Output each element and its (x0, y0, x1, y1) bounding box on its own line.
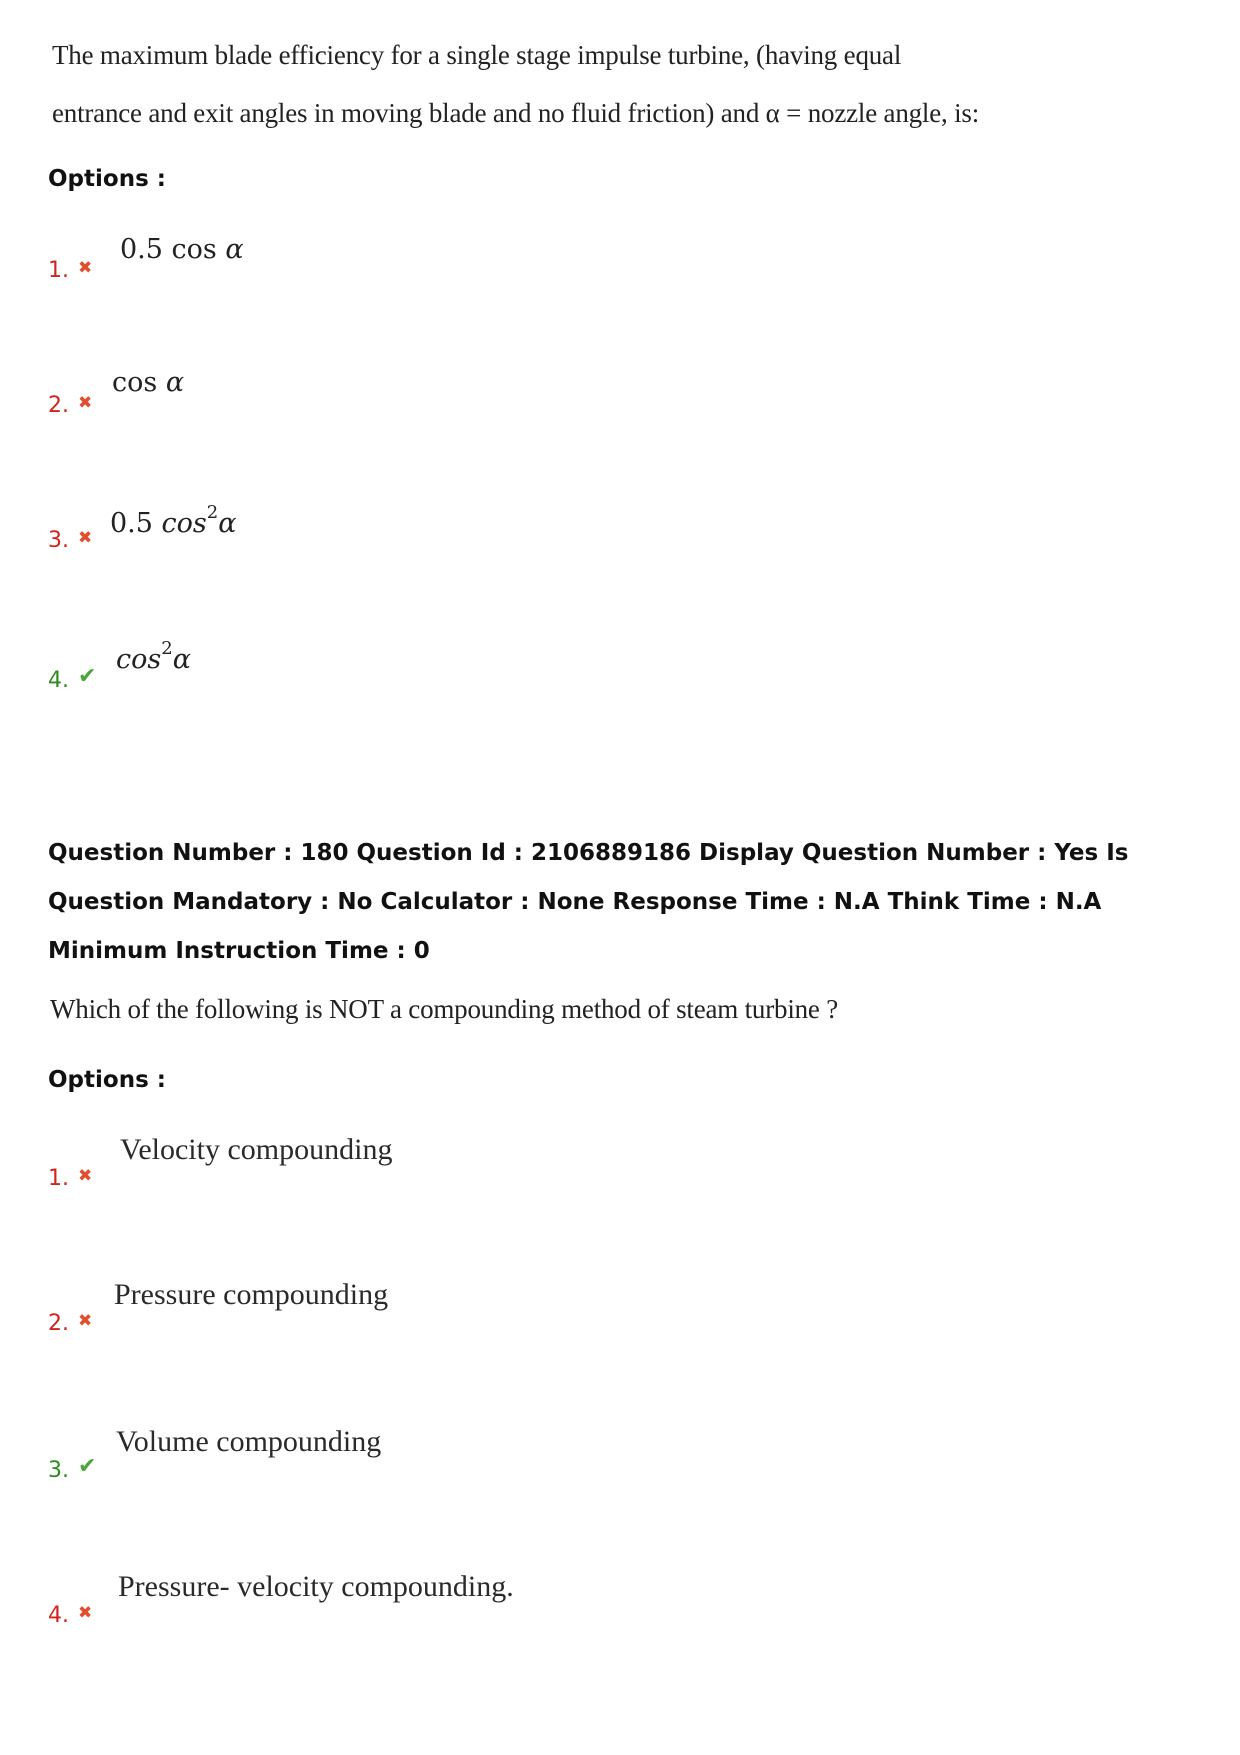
options-label: Options : (48, 1067, 166, 1093)
option-text: Velocity compounding (120, 1133, 393, 1166)
option-number: 1. (48, 258, 69, 283)
option-number: 3. (48, 528, 69, 553)
option-number: 4. (48, 1603, 69, 1628)
option-formula: 0.5 $\cos^2\alpha$ (110, 502, 237, 539)
wrong-icon: ✖ (78, 393, 93, 413)
option-text: Pressure compounding (114, 1278, 389, 1311)
option-text: Pressure- velocity compounding. (118, 1570, 514, 1603)
option-formula: $\cos^2\alpha$ (116, 638, 191, 675)
check-icon: ✔ (78, 664, 97, 689)
wrong-icon: ✖ (78, 1603, 93, 1623)
option-number: 2. (48, 1311, 69, 1336)
wrong-icon: ✖ (78, 1311, 93, 1331)
question-text-line1: The maximum blade efficiency for a single stage impulse turbine, (having equal (52, 40, 902, 70)
option-formula: cos α (112, 367, 185, 398)
option-formula: 0.5 cos α (120, 234, 244, 265)
option-number: 1. (48, 1166, 69, 1191)
wrong-icon: ✖ (78, 528, 93, 548)
question-metadata: Question Number : 180 Question Id : 2106889186 Display Question Number : Yes Is Question Mandatory : No Calculator : None Response Time : N.A Think Time : N.A Minimum Instruction Time : 0 (48, 840, 1129, 964)
options-label: Options : (48, 166, 166, 192)
check-icon: ✔ (78, 1454, 97, 1479)
wrong-icon: ✖ (78, 1166, 93, 1186)
option-text: Volume compounding (116, 1425, 382, 1458)
wrong-icon: ✖ (78, 258, 93, 278)
question-text: Which of the following is NOT a compounding method of steam turbine ? (50, 994, 839, 1024)
question-text-line2: entrance and exit angles in moving blade and no fluid friction) and α = nozzle angle, is: (52, 98, 980, 128)
option-number: 3. (48, 1458, 69, 1483)
option-number: 4. (48, 668, 69, 693)
option-number: 2. (48, 393, 69, 418)
